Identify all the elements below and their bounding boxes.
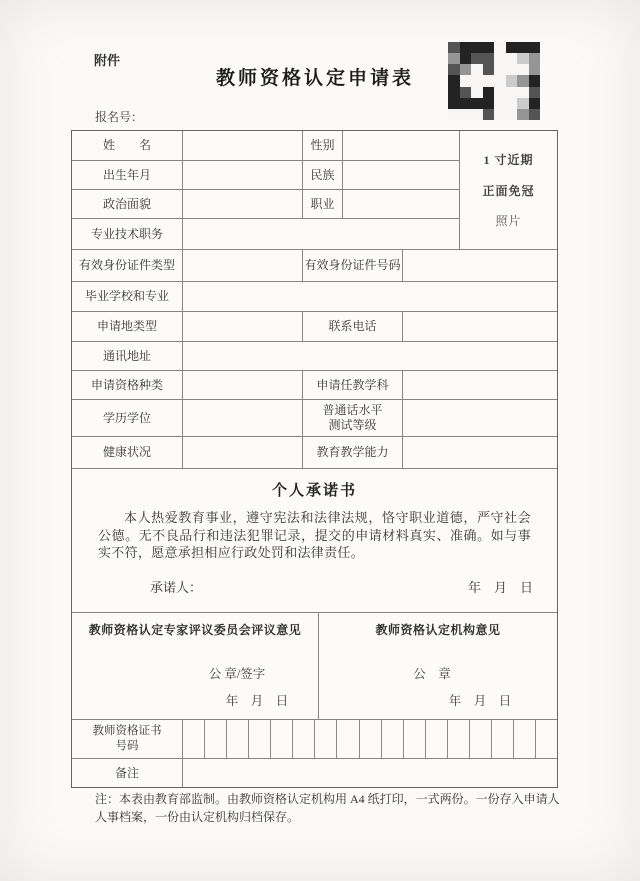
personal-info-section: [72, 131, 557, 250]
health-label: 健康状况: [72, 437, 183, 468]
censored-stamp: [448, 42, 540, 120]
footnote-line2: 人事档案，一份由认定机构归档保存。: [95, 809, 300, 824]
certificate-label-line2: 号码: [115, 740, 139, 752]
certificate-digit-cell[interactable]: [448, 720, 470, 758]
certificate-digit-cell[interactable]: [492, 720, 514, 758]
putonghua-field[interactable]: [403, 400, 557, 436]
attachment-label: 附件: [94, 53, 121, 68]
stamp-pixel: [506, 64, 518, 75]
stamp-pixel: [517, 109, 529, 120]
stamp-pixel: [529, 109, 541, 120]
certificate-digit-cell[interactable]: [382, 720, 404, 758]
stamp-pixel: [529, 64, 541, 75]
row-political-occupation: [72, 190, 459, 219]
authority-seal-label: 公 章: [413, 667, 451, 681]
stamp-pixel: [448, 53, 460, 64]
stamp-pixel: [460, 64, 472, 75]
occupation-label: 职业: [303, 190, 343, 218]
stamp-pixel: [529, 87, 541, 98]
row-school: [72, 282, 557, 312]
certificate-number-row: [72, 720, 557, 759]
stamp-pixel: [471, 75, 483, 86]
health-field[interactable]: [183, 437, 303, 468]
putonghua-label-line1: 普通话水平: [322, 403, 383, 417]
qualification-type-field[interactable]: [183, 371, 303, 399]
stamp-pixel: [448, 75, 460, 86]
certificate-digit-cell[interactable]: [426, 720, 448, 758]
school-label: 毕业学校和专业: [72, 282, 183, 311]
stamp-pixel: [471, 109, 483, 120]
authority-date: 年 月 日: [448, 694, 512, 708]
stamp-pixel: [448, 42, 460, 53]
commitment-date: 年 月 日: [467, 580, 533, 595]
stamp-pixel: [460, 75, 472, 86]
stamp-pixel: [471, 87, 483, 98]
birth-date-field[interactable]: [183, 161, 303, 189]
stamp-pixel: [460, 98, 472, 109]
photo-note-line3: 照片: [495, 214, 522, 229]
stamp-pixel: [494, 42, 506, 53]
form-title: 教师资格认定申请表: [215, 68, 414, 89]
stamp-pixel: [494, 98, 506, 109]
application-form-table: [71, 130, 558, 788]
subject-field[interactable]: [403, 371, 557, 399]
address-label: 通讯地址: [72, 342, 183, 370]
stamp-pixel: [517, 64, 529, 75]
certificate-digit-cell[interactable]: [183, 720, 205, 758]
phone-label: 联系电话: [303, 312, 403, 341]
political-status-label: 政治面貌: [72, 190, 183, 218]
address-field[interactable]: [183, 342, 557, 370]
stamp-pixel: [448, 98, 460, 109]
stamp-pixel: [529, 75, 541, 86]
row-id: [72, 250, 557, 282]
stamp-pixel: [506, 87, 518, 98]
stamp-pixel: [517, 75, 529, 86]
certificate-digit-cell[interactable]: [470, 720, 492, 758]
ethnicity-field[interactable]: [343, 161, 459, 189]
certificate-digit-cell[interactable]: [536, 720, 557, 758]
photo-note-line2: 正面免冠: [482, 183, 535, 198]
stamp-pixel: [506, 75, 518, 86]
stamp-pixel: [460, 53, 472, 64]
certificate-digit-cell[interactable]: [514, 720, 536, 758]
authority-opinion-title: 教师资格认定机构意见: [375, 623, 501, 637]
row-tech-title: [72, 219, 459, 249]
id-number-label: 有效身份证件号码: [303, 250, 403, 281]
certificate-number-label: [72, 720, 183, 758]
stamp-pixel: [471, 42, 483, 53]
stamp-pixel: [483, 75, 495, 86]
certificate-digit-cell[interactable]: [227, 720, 249, 758]
remarks-row: [72, 759, 557, 787]
putonghua-label: [303, 400, 403, 436]
row-address: [72, 342, 557, 371]
remarks-field[interactable]: [183, 759, 557, 787]
certificate-digit-cell[interactable]: [293, 720, 315, 758]
school-field[interactable]: [183, 282, 557, 311]
expert-committee-opinion-cell[interactable]: [72, 613, 319, 719]
certificate-digit-cell[interactable]: [315, 720, 337, 758]
registration-number-label: 报名号：: [95, 110, 144, 124]
commitment-section: [72, 469, 557, 613]
row-birth-ethnic: [72, 161, 459, 190]
certificate-digit-cell[interactable]: [271, 720, 293, 758]
row-degree-putonghua: [72, 400, 557, 437]
id-number-field[interactable]: [403, 250, 557, 281]
stamp-pixel: [529, 53, 541, 64]
stamp-pixel: [460, 109, 472, 120]
stamp-pixel: [506, 53, 518, 64]
stamp-pixel: [471, 98, 483, 109]
phone-field[interactable]: [403, 312, 557, 341]
row-name-gender: [72, 131, 459, 161]
degree-label: 学历学位: [72, 400, 183, 436]
photo-note-line1: 1 寸近期: [483, 152, 534, 167]
row-qualification-subject: [72, 371, 557, 400]
putonghua-label-line2: 测试等级: [328, 418, 377, 432]
stamp-pixel: [517, 53, 529, 64]
certificate-digit-cell[interactable]: [337, 720, 359, 758]
stamp-pixel: [483, 109, 495, 120]
apply-place-label: 申请地类型: [72, 312, 183, 341]
stamp-pixel: [529, 42, 541, 53]
promiser-label: 承诺人：: [150, 580, 203, 595]
commitment-title: 个人承诺书: [271, 483, 357, 499]
stamp-pixel: [483, 53, 495, 64]
certificate-digit-cell[interactable]: [249, 720, 271, 758]
stamp-pixel: [483, 64, 495, 75]
stamp-pixel: [506, 98, 518, 109]
stamp-pixel: [483, 87, 495, 98]
stamp-pixel: [483, 42, 495, 53]
occupation-field[interactable]: [343, 190, 459, 218]
tech-title-field[interactable]: [183, 219, 459, 249]
gender-label: 性别: [303, 131, 343, 160]
row-health-teaching: [72, 437, 557, 469]
qualification-type-label: 申请资格种类: [72, 371, 183, 399]
stamp-pixel: [517, 98, 529, 109]
certificate-label-line1: 教师资格证书: [92, 725, 162, 737]
stamp-pixel: [529, 98, 541, 109]
degree-field[interactable]: [183, 400, 303, 436]
commitment-sign-line: [82, 577, 547, 596]
tech-title-label: 专业技术职务: [72, 219, 183, 249]
certificate-digit-cell[interactable]: [360, 720, 382, 758]
stamp-pixel: [494, 87, 506, 98]
stamp-pixel: [494, 109, 506, 120]
stamp-pixel: [460, 42, 472, 53]
certificate-cells: [183, 720, 557, 758]
photo-box: [459, 131, 557, 249]
commitment-body: 本人热爱教育事业，遵守宪法和法律法规，恪守职业道德，严守社会公德。无不良品行和违法犯罪记录，提交的申请材料真实、准确。如与事实不符，愿意承担相应行政处罚和法律责任。: [98, 510, 531, 560]
stamp-pixel: [448, 109, 460, 120]
teaching-ability-field[interactable]: [403, 437, 557, 468]
promiser-line: [150, 577, 272, 596]
registration-number-row: [95, 108, 203, 125]
subject-label: 申请任教学科: [303, 371, 403, 399]
id-type-label: 有效身份证件类型: [72, 250, 183, 281]
opinions-section: [72, 613, 557, 720]
stamp-pixel: [506, 42, 518, 53]
promiser-signature-area[interactable]: [202, 580, 272, 592]
stamp-pixel: [517, 87, 529, 98]
footnote: [95, 791, 567, 826]
stamp-pixel: [494, 75, 506, 86]
political-status-field[interactable]: [183, 190, 303, 218]
stamp-pixel: [494, 53, 506, 64]
remarks-label: 备注: [72, 759, 183, 787]
certificate-digit-cell[interactable]: [205, 720, 227, 758]
stamp-pixel: [460, 87, 472, 98]
stamp-pixel: [517, 42, 529, 53]
expert-date: 年 月 日: [225, 694, 289, 708]
name-label: 姓 名: [72, 131, 183, 160]
stamp-pixel: [448, 64, 460, 75]
footnote-line1: 注：本表由教育部监制。由教师资格认定机构用 A4 纸打印，一式两份。一份存入申请人: [95, 792, 560, 806]
id-type-field[interactable]: [183, 250, 303, 281]
name-field[interactable]: [183, 131, 303, 160]
stamp-pixel: [471, 64, 483, 75]
stamp-pixel: [471, 53, 483, 64]
expert-seal-label: 公 章/签字: [208, 667, 266, 681]
gender-field[interactable]: [343, 131, 459, 160]
teaching-ability-label: 教育教学能力: [303, 437, 403, 468]
birth-date-label: 出生年月: [72, 161, 183, 189]
row-place-phone: [72, 312, 557, 342]
certificate-digit-cell[interactable]: [404, 720, 426, 758]
stamp-pixel: [506, 109, 518, 120]
apply-place-field[interactable]: [183, 312, 303, 341]
stamp-pixel: [483, 98, 495, 109]
stamp-pixel: [448, 87, 460, 98]
expert-committee-opinion-title: 教师资格认定专家评议委员会评议意见: [88, 623, 302, 637]
registration-number-field[interactable]: [143, 109, 203, 121]
ethnicity-label: 民族: [303, 161, 343, 189]
stamp-pixel: [494, 64, 506, 75]
